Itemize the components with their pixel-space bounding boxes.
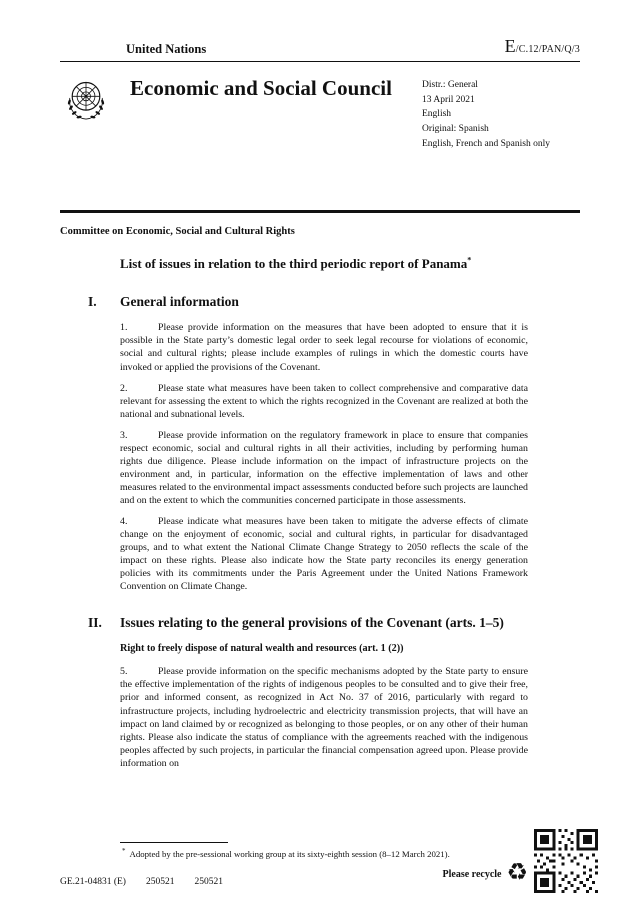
distr-line: English, French and Spanish only [422,138,550,149]
header-rule-thick [60,210,580,213]
paragraph-number: 1. [120,322,128,334]
footnote-content: Adopted by the pre-sessional working group at its sixty-eighth session (8–12 March 2021). [129,849,450,859]
title-footnote-marker: * [467,255,472,265]
section-heading-text: Issues relating to the general provisions of the Covenant (arts. 1–5) [120,614,504,630]
footnote-area [60,842,520,859]
doc-symbol-prefix: E [504,36,516,56]
qr-code [534,829,598,893]
section-heading-1 [88,293,580,311]
document-title [120,255,512,273]
footer-reference-block [60,877,223,887]
recycle-label: Please recycle [442,868,502,880]
footnote-text [122,847,520,859]
footer-date: 250521 [145,877,175,887]
paragraph-text: Please state what measures have been taken to collect comprehensive and comparative data relevant for assessing the extent to which the rights recognized in the Covenant are realized at both the national and subnational levels. [120,382,528,420]
org-name: United Nations [126,42,207,56]
paragraph-text: Please provide information on the regulatory framework in place to ensure that companies respect economic, social and cultural rights in all their activities, including by performing human rights due diligence. Please include information on the impact of infrastructure projects on the environment and, in particular, information on the effective implementation of laws and other measures related to the environmental impact assessments conducted before such projects are launched and on the extent to which the communities concerned participate in those assessments. [120,429,528,507]
paragraph-text: Please provide information on the specific mechanisms adopted by the State party to ensure the effective implementation of the rights of indigenous peoples to be consulted and to give their free, prior and informed consent, as recognized in Act No. 37 of 2016, particularly with regard to infrastructure projects, including hydroelectric and electricity transmission projects, that will have an impact on land claimed by or recognized as belonging to those peoples, or on any other of their human rights. Please also indicate the status of compliance with the agreements reached with the indigenous peoples affected by such projects, in particular the financial compensation agreed upon. Please provide information on [120,666,528,769]
paragraph [120,321,528,373]
distr-line: 13 April 2021 [422,94,475,105]
footer-reference: GE.21-04831 (E) [60,877,126,887]
header-block [60,62,580,210]
recycle-block [442,860,528,887]
section-heading-2 [88,614,580,632]
section-number: I. [88,293,97,309]
recycle-icon: ♻ [506,860,528,887]
section-heading-text: General information [120,293,239,309]
paragraph-text: Please provide information on the measures that have been adopted to ensure that it is possible in the State party’s domestic legal order to seek legal recourse for violations of economic, social and cultural rights; please include examples of rulings in which the domestic courts have invoked or applied the provisions of the Covenant. [120,322,528,373]
subsection-heading: Right to freely dispose of natural wealth and resources (art. 1 (2)) [120,643,404,655]
distr-line: Distr.: General [422,80,478,90]
paragraph-number: 3. [120,429,128,441]
committee-name: Committee on Economic, Social and Cultural Rights [60,226,295,237]
un-emblem-icon [60,74,118,210]
masthead [60,36,580,57]
council-title: Economic and Social Council [130,76,392,100]
paragraph-text: Please indicate what measures have been taken to mitigate the adverse effects of climate change on the enjoyment of economic, social and cultural rights, in particular for disadvantaged groups, and to what extent the National Climate Change Strategy to 2050 reflects the scale of the impact on these rights. Please also indicate how the State party reconciles its energy generation policies with its commitments under the Paris Agreement under the United Nations Framework Convention on Climate Change. [120,516,528,593]
footnote-rule [120,842,228,843]
document-title-text: List of issues in relation to the third periodic report of Panama [120,256,468,271]
footnote-marker: * [122,847,126,856]
distr-block [422,74,580,210]
paragraph-number: 4. [120,516,128,528]
distr-line: English [422,109,452,120]
footer-date: 250521 [194,877,223,887]
paragraph [120,429,528,507]
doc-symbol [505,36,580,57]
paragraph-number: 2. [120,382,128,394]
distr-line: Original: Spanish [422,124,489,135]
doc-symbol-rest: /C.12/PAN/Q/3 [515,44,580,55]
paragraph [120,382,528,421]
paragraph [120,515,528,593]
section-number: II. [88,614,102,630]
paragraph [120,665,528,770]
paragraph-number: 5. [120,666,128,678]
